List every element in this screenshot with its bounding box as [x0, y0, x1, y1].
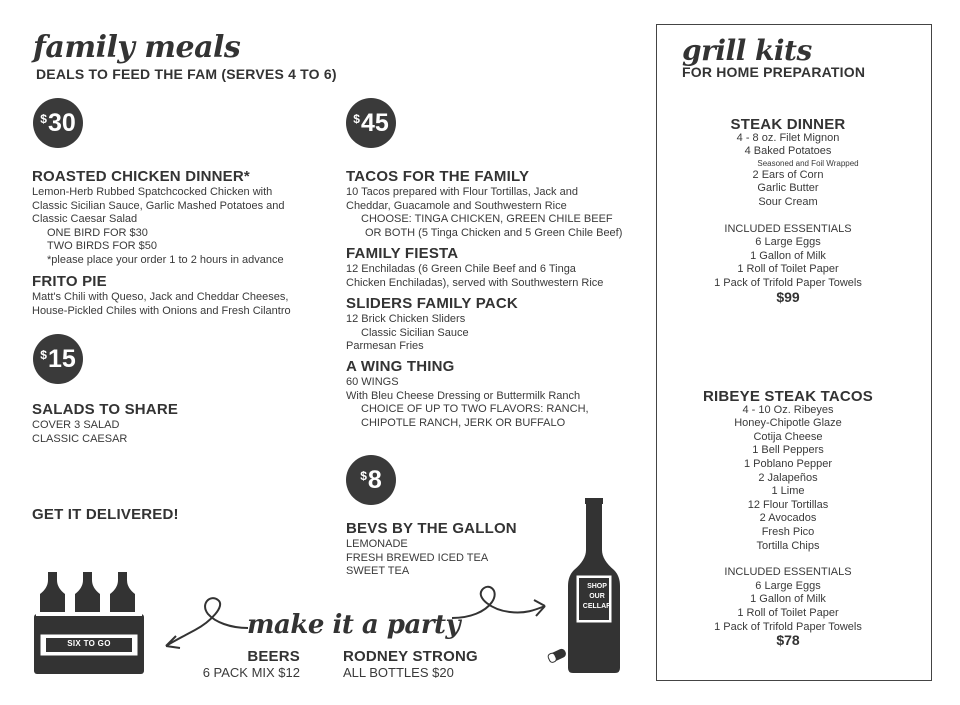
kit-item: Tortilla Chips: [756, 539, 820, 552]
sliders-section: [346, 295, 518, 354]
wing-choice: CHIPOTLE RANCH, JERK OR BUFFALO: [361, 416, 566, 429]
wing-choice: CHOICE OF UP TO TWO FLAVORS: RANCH,: [361, 403, 589, 415]
price-badge-30: $ 30: [33, 98, 83, 148]
sliders-line: Classic Sicilian Sauce: [361, 326, 469, 339]
beer-bottle-icon: [40, 572, 65, 614]
six-pack-illustration: [30, 568, 150, 678]
essential-item: 1 Roll of Toilet Paper: [737, 263, 839, 276]
essential-item: 6 Large Eggs: [755, 236, 821, 249]
frito-pie-section: [32, 273, 291, 318]
wing-line: With Bleu Cheese Dressing or Buttermilk Ranch: [346, 389, 581, 402]
kit-item: 12 Flour Tortillas: [747, 498, 829, 511]
frito-pie-line: House-Pickled Chiles with Onions and Fresh Cilantro: [32, 304, 291, 317]
kit-item: Sour Cream: [758, 195, 818, 208]
grill-kits-subtitle: FOR HOME PREPARATION: [682, 64, 866, 80]
ribeye-tacos-title: RIBEYE STEAK TACOS: [702, 388, 873, 405]
sliders-line: 12 Brick Chicken Sliders: [346, 313, 466, 325]
bev-item: SWEET TEA: [346, 565, 410, 577]
tacos-title: TACOS FOR THE FAMILY: [346, 168, 530, 185]
grill-kits-script-title: grill kits: [682, 34, 812, 67]
kit-item: 4 - 8 oz. Filet Mignon: [736, 131, 840, 144]
family-meals-script-title: family meals: [33, 30, 241, 65]
kit-item: 1 Poblano Pepper: [743, 457, 833, 470]
roasted-chicken-line: Lemon-Herb Rubbed Spatchcocked Chicken with: [32, 186, 273, 198]
kit-item-note: Seasoned and Foil Wrapped: [757, 158, 859, 168]
salads-section: [32, 401, 178, 446]
essential-item: 1 Pack of Trifold Paper Towels: [714, 276, 862, 289]
kit-item: Garlic Butter: [757, 182, 819, 195]
kit-item: 4 Baked Potatoes: [744, 145, 832, 158]
steak-dinner-kit: [656, 118, 920, 304]
tacos-choose: OR BOTH (5 Tinga Chicken and 5 Green Chile Beef): [365, 226, 623, 239]
curly-arrow-right: [450, 582, 550, 632]
tacos-line: 10 Tacos prepared with Flour Tortillas, Jack and: [346, 186, 578, 198]
family-fiesta-line: 12 Enchiladas (6 Green Chile Beef and 6 Tinga: [346, 263, 576, 275]
kit-item: Cotija Cheese: [753, 430, 823, 443]
price-badge-15: $ 15: [33, 334, 83, 384]
bev-item: LEMONADE: [346, 538, 408, 550]
kit-item: 1 Bell Peppers: [752, 444, 824, 457]
get-it-delivered: GET IT DELIVERED!: [32, 506, 179, 523]
steak-dinner-price: $99: [776, 288, 800, 305]
wing-line: 60 WINGS: [346, 376, 399, 388]
kit-item: Fresh Pico: [761, 525, 815, 538]
tacos-choose: CHOOSE: TINGA CHICKEN, GREEN CHILE BEEF: [361, 213, 613, 225]
kit-item: 4 - 10 Oz. Ribeyes: [742, 403, 834, 416]
ribeye-tacos-price: $78: [776, 632, 800, 649]
bevs-section: [346, 520, 517, 579]
beer-bottle-icon: [75, 572, 100, 614]
wing-thing-title: A WING THING: [346, 358, 455, 375]
roasted-chicken-line: Classic Sicilian Sauce, Garlic Mashed Potatoes and: [32, 199, 285, 212]
ribeye-tacos-kit: [656, 390, 920, 648]
kit-item: Honey-Chipotle Glaze: [734, 417, 842, 430]
included-essentials-title: INCLUDED ESSENTIALS: [724, 566, 852, 579]
kit-item: 2 Jalapeños: [758, 471, 818, 484]
essential-item: 1 Gallon of Milk: [750, 249, 826, 262]
family-fiesta-section: [346, 245, 603, 290]
tacos-section: [346, 168, 622, 240]
roasted-chicken-note: *please place your order 1 to 2 hours in advance: [47, 253, 284, 266]
frito-pie-line: Matt's Chili with Queso, Jack and Cheddar Cheeses,: [32, 291, 289, 303]
rodney-strong-title: RODNEY STRONG: [343, 648, 478, 665]
roasted-chicken-title: ROASTED CHICKEN DINNER*: [32, 168, 250, 185]
price-badge-45: $ 45: [346, 98, 396, 148]
price-badge-8: $ 8: [346, 455, 396, 505]
essential-item: 1 Roll of Toilet Paper: [737, 606, 839, 619]
roasted-chicken-line: Classic Caesar Salad: [32, 213, 138, 225]
steak-dinner-title: STEAK DINNER: [730, 116, 846, 133]
six-to-go-label: SIX TO GO: [67, 639, 111, 648]
rodney-strong-price: ALL BOTTLES $20: [343, 665, 454, 680]
rodney-strong-offer: [343, 648, 478, 680]
sliders-line: Parmesan Fries: [346, 340, 424, 352]
wing-thing-section: [346, 358, 589, 430]
frito-pie-title: FRITO PIE: [32, 273, 107, 290]
family-fiesta-line: Chicken Enchiladas), served with Southwestern Rice: [346, 276, 604, 289]
essential-item: 1 Gallon of Milk: [750, 593, 826, 606]
roasted-chicken-section: [32, 168, 285, 267]
make-it-a-party-script: make it a party: [247, 610, 461, 640]
curly-arrow-left: [160, 592, 250, 654]
beers-title: BEERS: [247, 648, 300, 665]
tacos-line: Cheddar, Guacamole and Southwestern Rice: [346, 199, 567, 212]
family-fiesta-title: FAMILY FIESTA: [346, 245, 459, 262]
kit-item: 2 Avocados: [759, 512, 817, 525]
beers-offer: [190, 648, 300, 680]
cork-icon: [547, 648, 567, 664]
roasted-chicken-option: TWO BIRDS FOR $50: [47, 240, 158, 252]
kit-item: 2 Ears of Corn: [752, 168, 824, 181]
roasted-chicken-option: ONE BIRD FOR $30: [47, 226, 148, 239]
bev-item: FRESH BREWED ICED TEA: [346, 551, 489, 564]
family-meals-subtitle: DEALS TO FEED THE FAM (SERVES 4 TO 6): [36, 66, 337, 82]
beer-bottle-icon: [110, 572, 135, 614]
salads-title: SALADS TO SHARE: [32, 401, 179, 418]
salad-item: COVER 3 SALAD: [32, 419, 120, 431]
essential-item: 6 Large Eggs: [755, 579, 821, 592]
kit-item: 1 Lime: [771, 485, 805, 498]
beers-price: 6 PACK MIX $12: [202, 665, 300, 680]
sliders-title: SLIDERS FAMILY PACK: [346, 295, 518, 312]
included-essentials-title: INCLUDED ESSENTIALS: [724, 222, 852, 235]
essential-item: 1 Pack of Trifold Paper Towels: [714, 620, 862, 633]
bevs-title: BEVS BY THE GALLON: [346, 520, 517, 537]
shop-our-cellar-label: SHOP OUR CELLAR: [582, 583, 612, 610]
salad-item: CLASSIC CAESAR: [32, 432, 128, 445]
